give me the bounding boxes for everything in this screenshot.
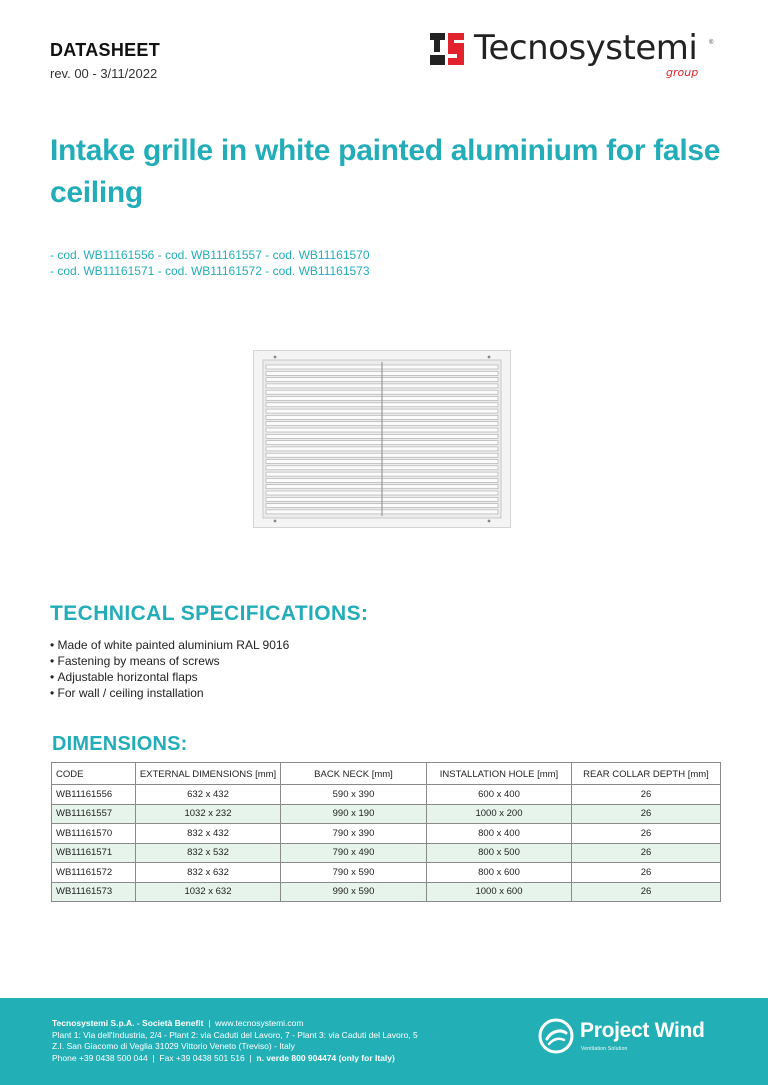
specs-list (50, 637, 289, 701)
logo-group-text: group (666, 66, 699, 79)
footer-contact-info (52, 1018, 418, 1064)
cell-code: WB11161572 (52, 863, 136, 883)
cell-code: WB11161573 (52, 882, 136, 902)
footer-toll-free: n. verde 800 904474 (only for Italy) (256, 1052, 395, 1063)
product-codes (50, 247, 370, 279)
product-codes-line-1: - cod. WB11161556 - cod. WB11161557 - cod. WB11161570 (50, 248, 370, 262)
column-header-external: EXTERNAL DIMENSIONS [mm] (136, 763, 281, 785)
specs-heading: TECHNICAL SPECIFICATIONS: (50, 602, 369, 625)
column-header-installation-hole: INSTALLATION HOLE [mm] (427, 763, 572, 785)
footer-separator: | (152, 1052, 155, 1063)
cell-external: 832 x 632 (136, 863, 281, 883)
cell-installation-hole: 800 x 400 (427, 824, 572, 844)
tecnosystemi-logo-icon (428, 30, 466, 68)
table-row (52, 843, 721, 863)
cell-collar-depth: 26 (572, 804, 721, 824)
cell-code: WB11161570 (52, 824, 136, 844)
footer-website-link[interactable]: www.tecnosystemi.com (215, 1018, 304, 1028)
table-header-row (52, 763, 721, 785)
cell-external: 632 x 432 (136, 785, 281, 805)
spec-item: • Adjustable horizontal flaps (50, 669, 289, 685)
cell-back-neck: 990 x 590 (281, 882, 427, 902)
cell-collar-depth: 26 (572, 824, 721, 844)
spec-item: • Made of white painted aluminium RAL 9016 (50, 637, 289, 653)
footer-fax: Fax +39 0438 501 516 (159, 1052, 245, 1063)
dimensions-heading: DIMENSIONS: (52, 733, 188, 755)
cell-back-neck: 790 x 590 (281, 863, 427, 883)
cell-installation-hole: 800 x 600 (427, 863, 572, 883)
cell-code: WB11161571 (52, 843, 136, 863)
column-header-collar-depth: REAR COLLAR DEPTH [mm] (572, 763, 721, 785)
footer-address-2: Z.I. San Giacomo di Veglia 31029 Vittorio Veneto (Treviso) - Italy (52, 1041, 295, 1051)
tecnosystemi-logo (428, 26, 728, 82)
cell-external: 1032 x 632 (136, 882, 281, 902)
footer-company-name: Tecnosystemi S.p.A. - Società Benefit (52, 1018, 204, 1028)
cell-installation-hole: 1000 x 200 (427, 804, 572, 824)
cell-installation-hole: 800 x 500 (427, 843, 572, 863)
page-footer (0, 998, 768, 1085)
dimensions-table (51, 762, 721, 902)
cell-collar-depth: 26 (572, 843, 721, 863)
logo-brand-text: Tecnosystemi (474, 28, 698, 68)
cell-back-neck: 990 x 190 (281, 804, 427, 824)
document-header (50, 40, 160, 81)
logo-registered-mark: ® (709, 40, 714, 46)
table-row (52, 824, 721, 844)
footer-separator: | (249, 1052, 252, 1063)
cell-external: 1032 x 232 (136, 804, 281, 824)
cell-installation-hole: 600 x 400 (427, 785, 572, 805)
spec-item: • For wall / ceiling installation (50, 685, 289, 701)
footer-address-1: Plant 1: Via dell'Industria, 2/4 - Plant 2: via Caduti del Lavoro, 7 - Plant 3: via Caduti del Lavoro, 5 (52, 1029, 418, 1040)
project-wind-logo (538, 1016, 738, 1056)
product-title: Intake grille in white painted aluminium for false ceiling (50, 134, 721, 209)
spec-item: • Fastening by means of screws (50, 653, 289, 669)
footer-separator: | (208, 1018, 211, 1028)
project-wind-icon (538, 1018, 574, 1054)
document-type: DATASHEET (50, 40, 161, 60)
footer-phone: Phone +39 0438 500 044 (52, 1052, 148, 1063)
cell-code: WB11161556 (52, 785, 136, 805)
product-codes-line-2: - cod. WB11161571 - cod. WB11161572 - cod. WB11161573 (50, 264, 370, 278)
column-header-code: CODE (52, 763, 136, 785)
revision-date: rev. 00 - 3/11/2022 (50, 66, 158, 81)
ceiling-grille-image (253, 350, 511, 528)
project-wind-name: Project Wind (580, 1019, 705, 1042)
footer-line-phone (52, 1053, 418, 1065)
cell-external: 832 x 532 (136, 843, 281, 863)
column-header-back-neck: BACK NECK [mm] (281, 763, 427, 785)
cell-external: 832 x 432 (136, 824, 281, 844)
table-row (52, 804, 721, 824)
cell-back-neck: 590 x 390 (281, 785, 427, 805)
table-row (52, 785, 721, 805)
table-row (52, 863, 721, 883)
footer-line-company (52, 1018, 418, 1030)
cell-collar-depth: 26 (572, 785, 721, 805)
cell-collar-depth: 26 (572, 882, 721, 902)
cell-back-neck: 790 x 390 (281, 824, 427, 844)
project-wind-subtitle: Ventilation Solution (581, 1046, 628, 1052)
cell-collar-depth: 26 (572, 863, 721, 883)
cell-installation-hole: 1000 x 600 (427, 882, 572, 902)
table-row (52, 882, 721, 902)
cell-back-neck: 790 x 490 (281, 843, 427, 863)
cell-code: WB11161557 (52, 804, 136, 824)
